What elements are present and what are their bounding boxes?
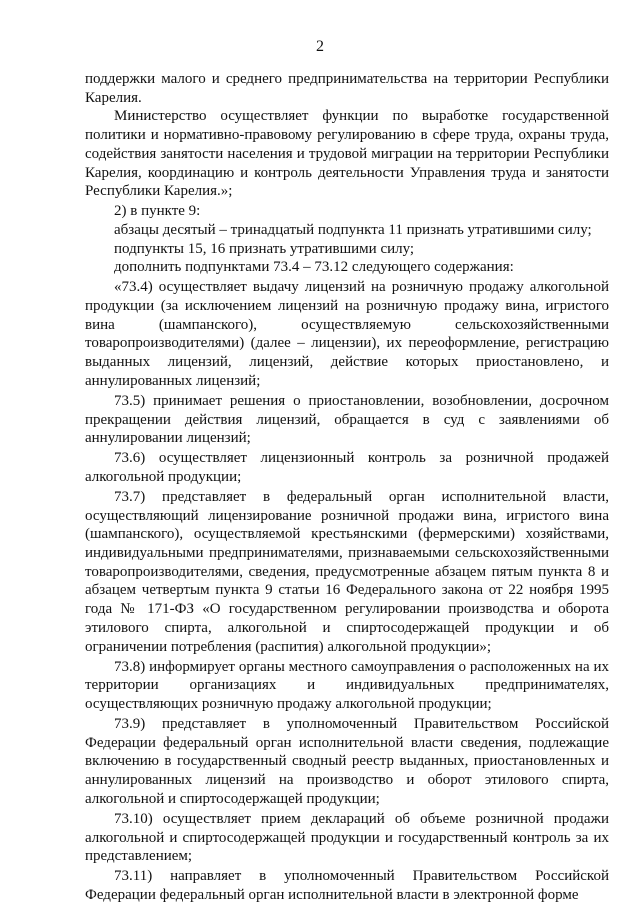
paragraph-73-7: 73.7) представляет в федеральный орган исполнительной власти, осуществляющий лицензирование розничной продажи вина, игристого вина (шампанского), осуществляемой крестьянскими (фермерскими) хозяйствами, индивидуальными предпринимателями, признаваемыми сельскохозяйственными товаропроизводителями, сведения, предусмотренные абзацем пятым пункта 8 и абзацем четвертым пункта 9 статьи 16 Федерального закона от 22 ноября 1995 года № 171-ФЗ «О государственном регулировании производства и оборота этилового спирта, алкогольной и спиртосодержащей продукции и об ограничении потребления (распития) алкогольной продукции»; (85, 488, 609, 655)
paragraph-73-6: 73.6) осуществляет лицензионный контроль за розничной продажей алкогольной продукции; (85, 450, 609, 485)
paragraph-paragraphs-invalid: абзацы десятый – тринадцатый подпункта 11 признать утратившими силу; (114, 221, 592, 238)
paragraph-ministry-functions: Министерство осуществляет функции по выработке государственной политики и нормативно-правовому регулированию в сфере труда, охраны труда, содействия занятости населения и трудовой миграции на территории Республики Карелия, координацию и контроль деятельности Управления труда и занятости Республики Карелия.»; (85, 108, 609, 200)
paragraph-73-11: 73.11) направляет в уполномоченный Правительством Российской Федерации федеральный орган исполнительной власти в электронной форме (85, 868, 609, 903)
paragraph-73-9: 73.9) представляет в уполномоченный Правительством Российской Федерации федеральный орган исполнительной власти сведения, подлежащие включению в государственный сводный реестр выданных, приостановленных и аннулированных лицензий на производство и оборот этилового спирта, алкогольной и спиртосодержащей продукции; (85, 715, 609, 807)
paragraph-supplement: дополнить подпунктами 73.4 – 73.12 следующего содержания: (114, 259, 514, 276)
page-number: 2 (316, 38, 324, 55)
paragraph-subparagraphs-invalid: подпункты 15, 16 признать утратившими силу; (114, 240, 415, 257)
paragraph-73-5: 73.5) принимает решения о приостановлении, возобновлении, досрочном прекращении действия лицензий, обращается в суд с заявлениями об аннулировании лицензий; (85, 392, 609, 447)
paragraph-continuation: поддержки малого и среднего предпринимательства на территории Республики Карелия. (85, 71, 609, 106)
paragraph-item-2: 2) в пункте 9: (114, 203, 201, 220)
paragraph-73-10: 73.10) осуществляет прием деклараций об объеме розничной продажи алкогольной и спиртосодержащей продукции и государственный контроль за их представлением; (85, 810, 609, 865)
paragraph-73-4: «73.4) осуществляет выдачу лицензий на розничную продажу алкогольной продукции (за исключением лицензий на розничную продажу вина, игристого вина (шампанского), осуществляемую сельскохозяйственными товаропроизводителями) (далее – лицензии), их переоформление, регистрацию выданных лицензий, лицензий, действие которых приостановлено, и аннулированных лицензий; (85, 279, 609, 389)
paragraph-73-8: 73.8) информирует органы местного самоуправления о расположенных на их территории организациях и индивидуальных предпринимателях, осуществляющих розничную продажу алкогольной продукции; (85, 658, 609, 712)
document-body (85, 70, 609, 905)
